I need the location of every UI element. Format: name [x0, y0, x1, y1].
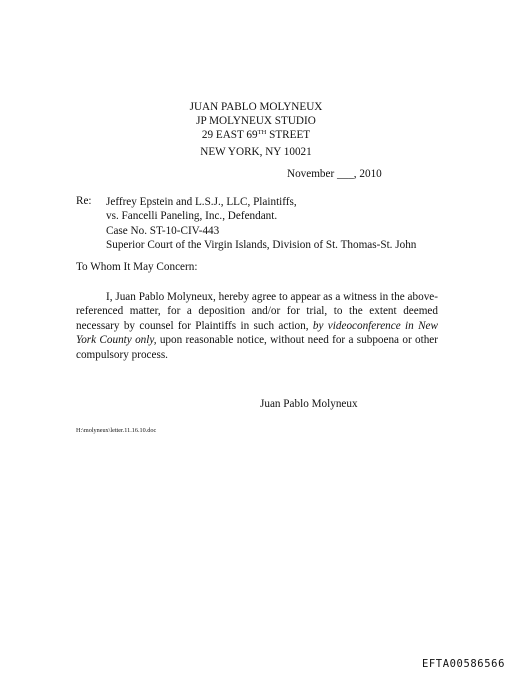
file-path: H:\molyneux\letter.11.16.10.doc [76, 427, 157, 434]
letterhead [0, 100, 512, 159]
letterhead-studio: JP MOLYNEUX STUDIO [196, 115, 316, 128]
address-prefix: 29 EAST 69 [201, 129, 258, 142]
signature-name: Juan Pablo Molyneux [260, 398, 358, 410]
letterhead-address [0, 128, 512, 144]
letterhead-name: JUAN PABLO MOLYNEUX [189, 101, 323, 113]
body-text-part2: upon reasonable notice, without need for a subpoena or other compulsory process. [76, 334, 438, 361]
address-superscript: TH [257, 129, 267, 137]
re-line-case-number: Case No. ST-10-CIV-443 [106, 224, 220, 237]
salutation: To Whom It May Concern: [76, 261, 198, 273]
body-text-italic: by videoconference in New York County only, [76, 319, 438, 347]
bates-number: EFTA00586566 [421, 658, 505, 670]
re-line-court: Superior Court of the Virgin Islands, Division of St. Thomas-St. John [106, 238, 417, 251]
re-label: Re: [76, 195, 92, 207]
re-line-parties: Jeffrey Epstein and L.S.J., LLC, Plaintiffs, [106, 196, 297, 208]
letterhead-city: NEW YORK, NY 10021 [200, 145, 312, 158]
letter-date: November ___, 2010 [287, 168, 382, 180]
body-text-part1: I, Juan Pablo Molyneux, hereby agree to appear as a witness in the above-referenced matter, for a deposition and/or for trial, to the extent deemed necessary by counsel for Plaintiffs in such action, [76, 291, 438, 332]
re-line-defendant: vs. Fancelli Paneling, Inc., Defendant. [106, 210, 278, 223]
address-suffix: STREET [266, 129, 311, 142]
body-paragraph [76, 290, 438, 362]
re-block [106, 195, 416, 252]
body-text [76, 290, 438, 362]
